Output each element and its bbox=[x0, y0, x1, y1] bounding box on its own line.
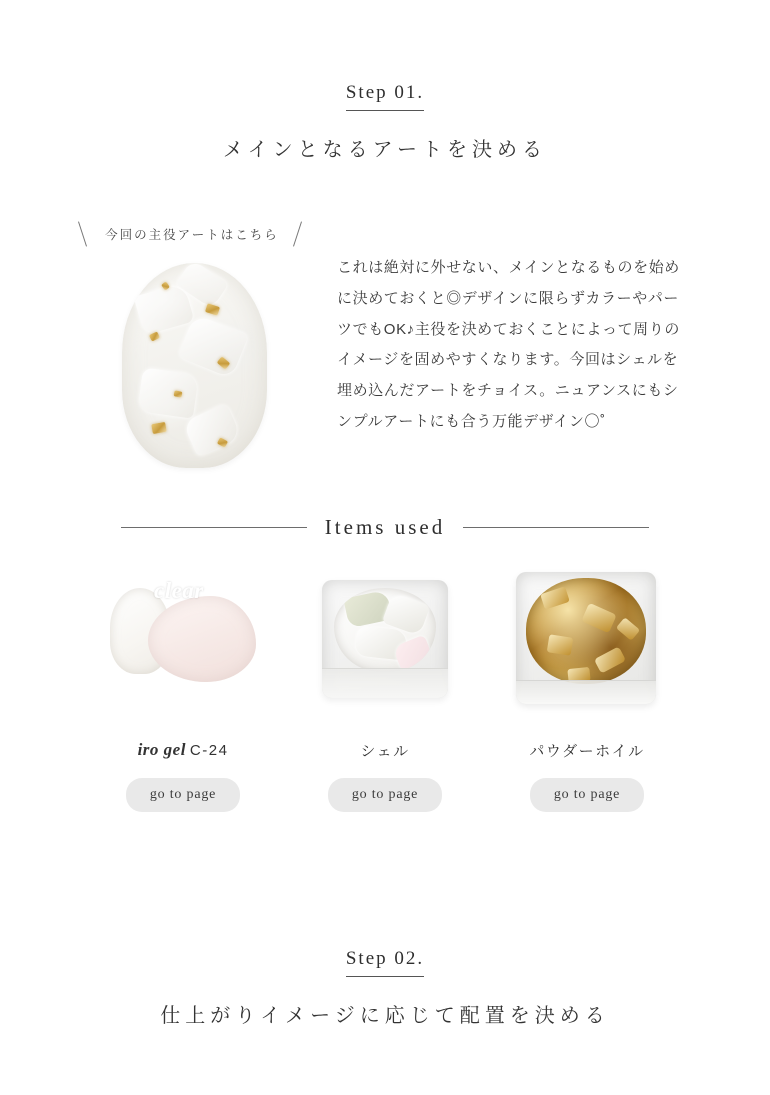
heading-rule-right bbox=[463, 527, 649, 528]
powder-foil-jar-image bbox=[486, 566, 688, 726]
item-card-shell bbox=[284, 566, 486, 812]
shell-jar bbox=[322, 580, 448, 698]
item-name-powder-foil bbox=[486, 740, 688, 762]
items-used-list bbox=[0, 566, 770, 812]
gold-flake bbox=[547, 634, 574, 656]
main-art-caption: 今回の主役アートはこちら bbox=[105, 228, 279, 242]
caption-bracket-right-icon bbox=[293, 221, 302, 246]
step-01-label: Step 01. bbox=[346, 82, 424, 111]
step-02-title: 仕上がりイメージに応じて配置を決める bbox=[160, 1005, 610, 1027]
gold-foil-jar-contents bbox=[526, 578, 646, 684]
items-used-label: Items used bbox=[324, 515, 446, 539]
nail-art-image bbox=[122, 263, 267, 468]
gold-foil-jar-base bbox=[516, 680, 656, 704]
shell-fragment bbox=[137, 367, 199, 418]
go-to-page-button-powder-foil[interactable]: go to page bbox=[530, 778, 644, 812]
step-01-heading bbox=[0, 82, 770, 162]
gold-flake bbox=[594, 646, 626, 673]
gold-foil-fleck bbox=[205, 303, 220, 316]
gold-flake bbox=[581, 603, 617, 633]
shell-jar-image bbox=[284, 566, 486, 726]
step-02-heading bbox=[0, 948, 770, 1028]
go-to-page-button-iro-gel[interactable]: go to page bbox=[126, 778, 240, 812]
gold-flake bbox=[540, 586, 570, 609]
iro-gel-image bbox=[82, 566, 284, 726]
shell-jar-base bbox=[322, 668, 448, 698]
item-code-label: C-24 bbox=[189, 742, 229, 759]
item-code-label: シェル bbox=[360, 743, 410, 760]
main-art-section bbox=[0, 205, 770, 495]
item-card-iro-gel bbox=[82, 566, 284, 812]
caption-bracket-left-icon bbox=[78, 221, 87, 246]
heading-rule-left bbox=[121, 527, 307, 528]
shell-fragment bbox=[177, 314, 248, 378]
item-code-label: パウダーホイル bbox=[529, 743, 645, 760]
go-to-page-button-shell[interactable]: go to page bbox=[328, 778, 442, 812]
item-brand-label: iro gel bbox=[137, 740, 186, 759]
main-art-description: これは絶対に外せない、メインとなるものを始めに決めておくと◎デザインに限らずカラーやパーツでもOK♪主役を決めておくことによって周りのイメージを固めやすくなります。今回はシェルを埋め込んだアートをチョイス。ニュアンスにもシンプルアートにも合う万能デザイン〇˚ bbox=[337, 259, 680, 430]
clear-badge-label: clear bbox=[154, 578, 204, 603]
item-name-iro-gel bbox=[82, 740, 284, 762]
gold-foil-fleck bbox=[149, 331, 160, 341]
items-used-heading bbox=[0, 515, 770, 540]
item-name-shell bbox=[284, 740, 486, 762]
gold-flake bbox=[616, 617, 640, 641]
gold-foil-fleck bbox=[151, 422, 167, 434]
main-art-caption-wrap bbox=[72, 225, 312, 243]
shell-jar-contents bbox=[334, 588, 436, 672]
gold-foil-jar bbox=[516, 572, 656, 704]
item-card-powder-foil bbox=[486, 566, 688, 812]
step-02-label: Step 02. bbox=[346, 948, 424, 977]
step-01-title: メインとなるアートを決める bbox=[223, 139, 547, 161]
